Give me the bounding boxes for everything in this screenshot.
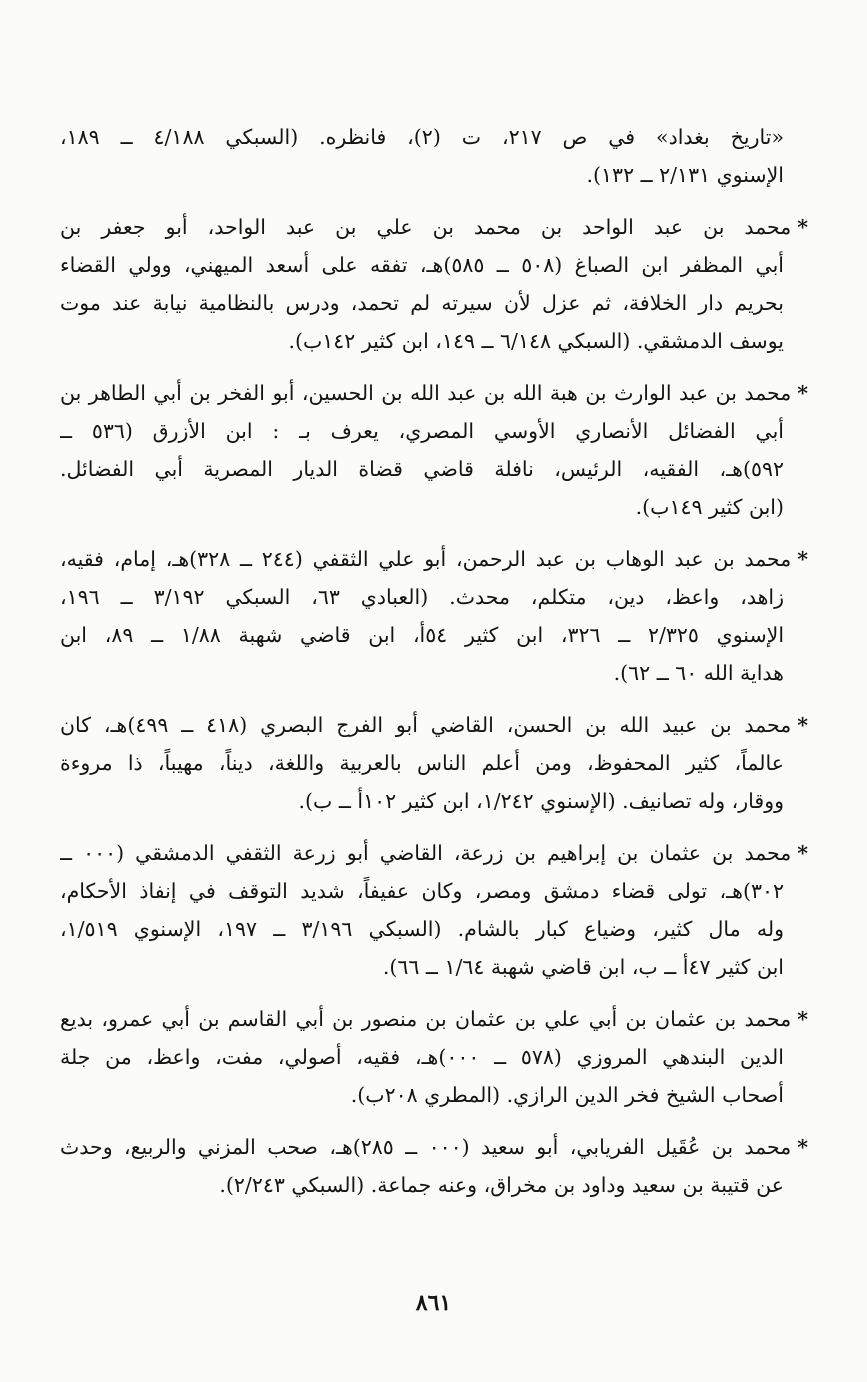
entry-line — [60, 744, 808, 782]
entry-line-text: أبي المظفر ابن الصباغ (٥٠٨ ــ ٥٨٥)هـ، تفقه على أسعد الميهني، وولي القضاء — [60, 253, 784, 277]
entry-line — [60, 1000, 808, 1038]
entry-line — [60, 706, 808, 744]
entry-line-text: زاهد، واعظ، دين، متكلم، محدث. (العبادي ٦٣، السبكي ٣/١٩٢ ــ ١٩٦، — [60, 585, 784, 609]
entry-line — [60, 284, 808, 322]
entry-line-text: عن قتيبة بن سعيد وداود بن مخراق، وعنه جماعة. (السبكي ٢/٢٤٣). — [219, 1173, 784, 1197]
entry-star-marker: * — [797, 713, 808, 737]
entry-star-marker: * — [797, 381, 808, 405]
entry-line — [60, 872, 808, 910]
entry-line — [60, 540, 808, 578]
entry-line — [60, 412, 808, 450]
biography-entry — [60, 834, 808, 986]
entry-line-text: الإسنوي ٢/١٣١ ــ ١٣٢). — [586, 163, 784, 187]
entry-line — [60, 1038, 808, 1076]
entry-line — [60, 450, 808, 488]
entry-star-marker: * — [797, 841, 808, 865]
entry-line-text: «تاريخ بغداد» في ص ٢١٧، ت (٢)، فانظره. (السبكي ٤/١٨٨ ــ ١٨٩، — [60, 125, 784, 149]
entry-line-text: محمد بن عثمان بن أبي علي بن عثمان بن منصور بن أبي القاسم بن أبي عمرو، بديع — [60, 1007, 792, 1031]
entry-line-text: ٥٩٢)هـ، الفقيه، الرئيس، نافلة قاضي قضاة الديار المصرية أبي الفضائل. — [60, 457, 784, 481]
entry-line — [60, 782, 808, 820]
entry-line-text: محمد بن عبيد الله بن الحسن، القاضي أبو الفرج البصري (٤١٨ ــ ٤٩٩)هـ، كان — [60, 713, 792, 737]
entry-line — [60, 616, 808, 654]
entry-line — [60, 948, 808, 986]
entry-line-text: أصحاب الشيخ فخر الدين الرازي. (المطري ٢٠٨ب). — [350, 1083, 784, 1107]
entry-line-text: وله مال كثير، وضياع كبار بالشام. (السبكي ٣/١٩٦ ــ ١٩٧، الإسنوي ١/٥١٩، — [60, 917, 784, 941]
entry-line-text: هداية الله ٦٠ ــ ٦٢). — [613, 661, 784, 685]
entry-line — [60, 118, 808, 156]
entry-star-marker: * — [797, 215, 808, 239]
entry-line — [60, 374, 808, 412]
entry-line-text: عالماً، كثير المحفوظ، ومن أعلم الناس بالعربية واللغة، ديناً، مهيباً، ذا مروءة — [60, 751, 784, 775]
biography-entry — [60, 208, 808, 360]
entry-line-text: يوسف الدمشقي. (السبكي ٦/١٤٨ ــ ١٤٩، ابن كثير ١٤٢ب). — [288, 329, 784, 353]
biography-entry — [60, 1000, 808, 1114]
entry-line-text: ٣٠٢)هـ، تولى قضاء دمشق ومصر، وكان عفيفاً، شديد التوقف في إنفاذ الأحكام، — [60, 879, 784, 903]
document-body — [60, 118, 808, 1218]
biography-entry — [60, 118, 808, 194]
entry-line — [60, 488, 808, 526]
entry-line-text: بحريم دار الخلافة، ثم عزل لأن سيرته لم تحمد، ودرس بالنظامية نيابة عند موت — [60, 291, 784, 315]
entry-star-marker: * — [797, 1007, 808, 1031]
biography-entry — [60, 374, 808, 526]
entry-star-marker: * — [797, 547, 808, 571]
entry-line — [60, 1128, 808, 1166]
entry-line-text: محمد بن عبد الوهاب بن عبد الرحمن، أبو علي الثقفي (٢٤٤ ــ ٣٢٨)هـ، إمام، فقيه، — [60, 547, 792, 571]
entry-line — [60, 246, 808, 284]
entry-line — [60, 1166, 808, 1204]
entry-line-text: الإسنوي ٢/٣٢٥ ــ ٣٢٦، ابن كثير ٥٤أ، ابن قاضي شهبة ١/٨٨ ــ ٨٩، ابن — [60, 623, 785, 647]
entry-line-text: محمد بن عبد الوارث بن هبة الله بن عبد الله بن الحسين، أبو الفخر بن أبي الطاهر بن — [60, 381, 792, 405]
biography-entry — [60, 706, 808, 820]
entry-line — [60, 1076, 808, 1114]
entry-line — [60, 834, 808, 872]
entry-line-text: (ابن كثير ١٤٩ب). — [635, 495, 784, 519]
entry-star-marker: * — [797, 1135, 808, 1159]
entry-line-text: الدين البندهي المروزي (٥٧٨ ــ ٠٠٠)هـ، فقيه، أصولي، مفت، واعظ، من جلة — [60, 1045, 785, 1069]
entry-line — [60, 910, 808, 948]
entry-line — [60, 208, 808, 246]
biography-entry — [60, 540, 808, 692]
entry-line-text: محمد بن عُقَيل الفريابي، أبو سعيد (٠٠٠ ــ ٢٨٥)هـ، صحب المزني والربيع، وحدث — [60, 1135, 792, 1159]
page-number: ٨٦١ — [415, 1290, 452, 1316]
entry-line — [60, 156, 808, 194]
biography-entry — [60, 1128, 808, 1204]
entry-line-text: أبي الفضائل الأنصاري الأوسي المصري، يعرف بـ : ابن الأزرق (٥٣٦ ــ — [60, 419, 785, 443]
entry-line — [60, 578, 808, 616]
entry-line-text: محمد بن عثمان بن إبراهيم بن زرعة، القاضي أبو زرعة الثقفي الدمشقي (٠٠٠ ــ — [60, 841, 792, 865]
entry-line-text: محمد بن عبد الواحد بن محمد بن علي بن عبد الواحد، أبو جعفر بن — [60, 215, 792, 239]
entry-line — [60, 322, 808, 360]
entry-line — [60, 654, 808, 692]
entry-line-text: ووقار، وله تصانيف. (الإسنوي ١/٢٤٢، ابن كثير ١٠٢أ ــ ب). — [298, 789, 784, 813]
entry-line-text: ابن كثير ٤٧أ ــ ب، ابن قاضي شهبة ١/٦٤ ــ ٦٦). — [382, 955, 784, 979]
